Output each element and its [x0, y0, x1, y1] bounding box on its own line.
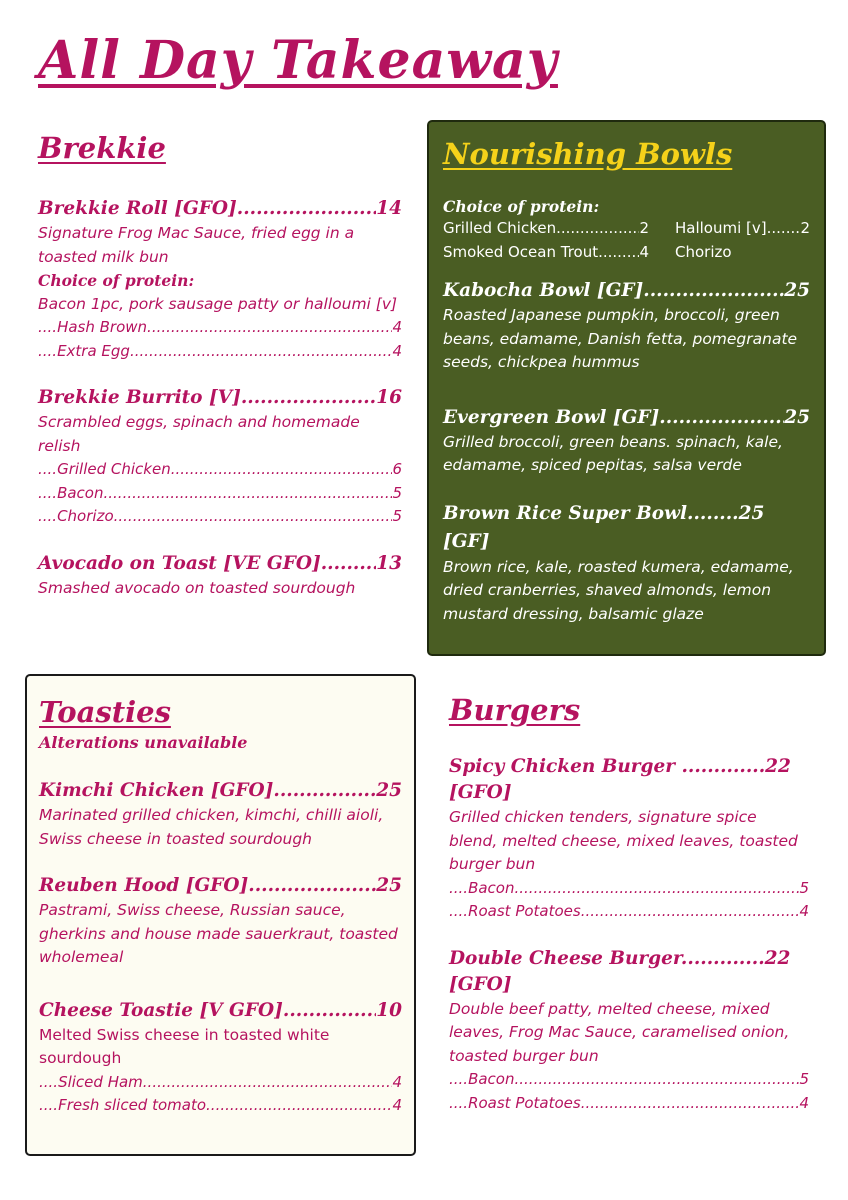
addon-price: 6 [392, 460, 402, 478]
item-description: Scrambled eggs, spinach and homemade relish [38, 413, 360, 455]
addon-price: 5 [799, 1070, 809, 1088]
item-name: Kimchi Chicken [GFO] [39, 780, 274, 801]
brekkie-section [38, 130, 402, 600]
addon-price: 4 [799, 902, 809, 920]
addon-name: ....Bacon [449, 1070, 515, 1088]
item-name: Evergreen Bowl [GF] [443, 406, 660, 428]
addon-row [38, 458, 402, 482]
protein-price: 2 [800, 219, 810, 237]
protein-name: Smoked Ocean Trout [443, 242, 599, 261]
addon-row [38, 340, 402, 364]
protein-price: 4 [639, 242, 649, 261]
item-name: Brekkie Roll [GFO] [38, 198, 237, 219]
addon-price: 5 [392, 483, 402, 502]
item-description: Marinated grilled chicken, kimchi, chilli aioli, Swiss cheese in toasted sourdough [39, 806, 384, 848]
item-price: 25 [376, 780, 402, 801]
brown-rice-bowl-heading: Brown Rice Super Bowl........25 [GF] [443, 502, 765, 552]
kimchi-chicken-heading [39, 778, 402, 804]
protein-price: 2 [639, 219, 649, 237]
protein-options [443, 217, 810, 264]
addon-price: 4 [392, 318, 402, 336]
addon-row [38, 316, 402, 340]
brekkie-burrito-heading [38, 385, 402, 411]
toasties-note: Alterations unavailable [39, 733, 248, 752]
toasties-section [25, 674, 416, 1156]
item-price: 16 [376, 387, 402, 408]
protein-name: Halloumi [v] [675, 219, 767, 237]
addon-name: ....Sliced Ham [39, 1072, 143, 1091]
item-name: Avocado on Toast [VE GFO] [38, 552, 321, 574]
protein-row [443, 217, 649, 241]
cheese-toastie-heading [39, 998, 402, 1024]
addon-price: 4 [392, 341, 402, 360]
brekkie-title: Brekkie [38, 131, 166, 165]
item-description: Roasted Japanese pumpkin, broccoli, green beans, edamame, Danish fetta, pomegranate seeds, chickpea hummus [443, 306, 798, 371]
item-description: Melted Swiss cheese in toasted white sourdough [39, 1025, 330, 1067]
item-price: 25 [784, 406, 810, 428]
item-name: Brekkie Burrito [V] [38, 387, 241, 408]
addon-name: ....Extra Egg [38, 341, 130, 360]
addon-name: ....Bacon [449, 878, 515, 897]
kabocha-bowl-heading [443, 278, 810, 304]
protein-name: Chorizo [675, 242, 732, 261]
burgers-title: Burgers [449, 693, 581, 727]
double-cheese-burger-heading: Double Cheese Burger.............22 [GFO] [449, 947, 791, 995]
item-name: Cheese Toastie [V GFO] [39, 999, 283, 1021]
item-description: Grilled chicken tenders, signature spice blend, melted cheese, mixed leaves, toasted burger bun [449, 808, 798, 873]
addon-name: ....Hash Brown [38, 318, 148, 336]
item-description: Smashed avocado on toasted sourdough [38, 578, 356, 597]
addon-price: 5 [392, 507, 402, 525]
addon-name: ....Grilled Chicken [38, 460, 171, 478]
protein-row [675, 241, 810, 265]
addon-price: 5 [799, 878, 809, 897]
addon-name: ....Fresh sliced tomato [39, 1096, 207, 1114]
bowls-title: Nourishing Bowls [443, 137, 733, 171]
item-price: 25 [784, 280, 810, 301]
protein-row [443, 241, 649, 265]
item-price: 13 [376, 552, 402, 574]
addon-row [39, 1071, 402, 1095]
addon-name: ....Bacon [38, 483, 104, 502]
addon-row [39, 1094, 402, 1118]
choice-label: Choice of protein: [38, 271, 195, 290]
protein-row [675, 217, 810, 241]
item-name: Reuben Hood [GFO] [39, 875, 249, 896]
addon-name: ....Roast Potatoes [449, 1093, 581, 1112]
reuben-hood-heading [39, 873, 402, 899]
addon-name: ....Chorizo [38, 507, 114, 525]
addon-price: 4 [392, 1096, 402, 1114]
addon-price: 4 [392, 1072, 402, 1091]
addon-row [38, 482, 402, 506]
item-price: 10 [376, 999, 402, 1021]
addon-row [449, 877, 809, 901]
item-description: Signature Frog Mac Sauce, fried egg in a toasted milk bun [38, 224, 355, 266]
brekkie-roll-heading [38, 196, 402, 222]
item-price: 25 [376, 875, 402, 896]
item-name: Kabocha Bowl [GF] [443, 280, 644, 301]
spicy-chicken-burger-heading: Spicy Chicken Burger .............22 [GFO] [449, 756, 791, 803]
bowls-section [427, 120, 826, 656]
item-description: Brown rice, kale, roasted kumera, edamame, dried cranberries, shaved almonds, lemon mustard dressing, balsamic glaze [443, 557, 794, 623]
avocado-toast-heading [38, 551, 402, 577]
item-description: Pastrami, Swiss cheese, Russian sauce, gherkins and house made sauerkraut, toasted wholemeal [39, 901, 398, 966]
addon-name: ....Roast Potatoes [449, 902, 581, 920]
addon-row [38, 505, 402, 529]
choice-text: Bacon 1pc, pork sausage patty or halloumi [v] [38, 294, 398, 313]
item-price: 14 [376, 198, 402, 219]
toasties-title: Toasties [39, 695, 171, 729]
evergreen-bowl-heading [443, 405, 810, 431]
addon-price: 4 [799, 1093, 809, 1112]
item-description: Double beef patty, melted cheese, mixed leaves, Frog Mac Sauce, caramelised onion, toasted burger bun [449, 999, 790, 1065]
burgers-section [449, 692, 809, 1115]
addon-row [449, 900, 809, 924]
page-title: All Day Takeaway [38, 30, 558, 91]
addon-row [449, 1068, 809, 1092]
protein-name: Grilled Chicken [443, 219, 557, 237]
item-description: Grilled broccoli, green beans. spinach, kale, edamame, spiced pepitas, salsa verde [443, 432, 783, 474]
addon-row [449, 1092, 809, 1116]
choice-label: Choice of protein: [443, 197, 600, 216]
